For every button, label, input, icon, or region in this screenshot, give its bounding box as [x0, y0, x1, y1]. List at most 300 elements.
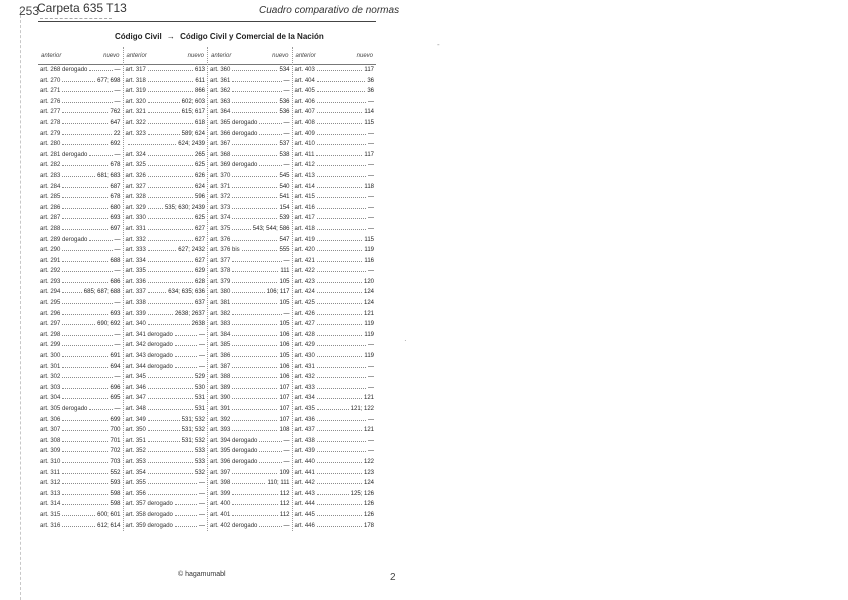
old-article: art. 376 [210, 236, 231, 243]
dotted-leader [62, 118, 108, 124]
table-row [208, 224, 292, 235]
table-row [208, 330, 292, 341]
dotted-leader [148, 129, 180, 135]
document-title: Cuadro comparativo de normas [259, 5, 400, 16]
left-margin-line [20, 10, 21, 600]
dotted-leader [62, 457, 108, 463]
old-article: art. 429 [294, 342, 315, 349]
table-row [293, 393, 377, 404]
old-article: art. 293 [40, 278, 61, 285]
old-article: art. 301 [40, 363, 61, 370]
old-article: art. 339 [125, 310, 146, 317]
table-row [38, 340, 123, 351]
table-row [38, 298, 123, 309]
dotted-leader [232, 372, 277, 378]
new-article: 531; 532 [181, 437, 205, 444]
new-article: 694 [110, 363, 121, 370]
table-column [123, 47, 208, 531]
column-header-old: anterior [295, 52, 316, 59]
old-article: art. 347 [125, 395, 146, 402]
table-row [208, 213, 292, 224]
old-article: art. 384 [210, 331, 231, 338]
old-article: art. 393 [210, 427, 231, 434]
table-row [124, 340, 208, 351]
dotted-leader [62, 107, 108, 113]
dotted-leader [232, 107, 277, 113]
new-article: 680 [110, 204, 121, 211]
new-article: — [368, 194, 374, 201]
dotted-leader [232, 266, 278, 272]
column-header [38, 47, 123, 65]
dotted-leader [62, 266, 112, 272]
table-row [38, 277, 123, 288]
dotted-leader [232, 330, 277, 336]
new-article: 627 [194, 257, 205, 264]
new-article: 124 [363, 300, 374, 307]
new-article: 105 [279, 300, 290, 307]
old-article: art. 432 [294, 374, 315, 381]
old-article: art. 397 [210, 469, 231, 476]
table-row [38, 330, 123, 341]
old-article: art. 423 [294, 278, 315, 285]
table-row [124, 351, 208, 362]
old-article: art. 424 [294, 289, 315, 296]
dotted-leader [232, 86, 281, 92]
old-article: art. 361 [210, 77, 231, 84]
new-article: — [368, 130, 374, 137]
old-article: art. 362 [210, 88, 231, 95]
table-row [124, 139, 208, 150]
dotted-leader [62, 521, 95, 527]
dotted-leader [148, 235, 193, 241]
table-row [124, 224, 208, 235]
table-row [124, 372, 208, 383]
dotted-leader [232, 298, 277, 304]
new-article: 627; 2432 [178, 247, 205, 254]
old-article: art. 268 derogado [40, 67, 88, 73]
new-article: 596 [194, 194, 205, 201]
old-article: art. 330 [125, 215, 146, 222]
new-article: — [199, 331, 205, 338]
dotted-leader [232, 213, 277, 219]
old-article: art. 323 [125, 130, 146, 137]
table-row [124, 150, 208, 161]
old-article: art. 438 [294, 437, 315, 444]
table-row [208, 351, 292, 362]
new-article: 531 [194, 406, 205, 412]
dotted-leader [232, 224, 250, 230]
table-row [293, 404, 377, 415]
new-article: 117 [364, 67, 374, 73]
page-number: 2 [390, 572, 396, 583]
scan-mark: · [404, 336, 407, 345]
dotted-leader [62, 160, 108, 166]
dotted-leader [62, 139, 108, 145]
new-article: 36 [367, 88, 374, 95]
new-article: 536 [279, 98, 290, 105]
new-article: 624 [194, 183, 205, 190]
old-article: art. 308 [40, 437, 61, 444]
new-article: — [114, 67, 121, 73]
old-article: art. 346 [125, 384, 146, 391]
new-article: 531; 532 [181, 416, 205, 423]
dotted-leader [259, 457, 281, 463]
table-row [293, 489, 377, 500]
table-row [293, 287, 377, 298]
dotted-leader [317, 319, 363, 325]
new-article: 552 [110, 469, 121, 476]
new-article: 695 [110, 395, 121, 402]
new-article: 677; 698 [97, 77, 121, 84]
table-row [208, 266, 292, 277]
dotted-leader [148, 65, 193, 71]
new-article: 647 [110, 119, 121, 126]
old-article: art. 436 [294, 416, 315, 423]
table-row [124, 182, 208, 193]
dotted-leader [62, 309, 108, 315]
dotted-leader [317, 425, 362, 431]
dotted-leader [317, 118, 363, 124]
old-article: art. 292 [40, 268, 61, 275]
new-article: — [283, 130, 290, 137]
table-row [38, 457, 123, 468]
table-row [293, 351, 377, 362]
dotted-leader [148, 266, 193, 272]
table-row [208, 372, 292, 383]
old-article: art. 433 [294, 384, 315, 391]
new-article: 530 [194, 384, 205, 391]
table-row [124, 499, 208, 510]
old-article: art. 342 derogado [125, 342, 173, 349]
new-article: 2638 [191, 321, 205, 328]
dotted-leader [62, 499, 108, 505]
new-article: 701 [110, 437, 121, 444]
new-article: — [114, 151, 121, 158]
table-row [38, 65, 123, 76]
table-row [38, 499, 123, 510]
new-article: 121; 122 [350, 406, 374, 412]
table-row [124, 362, 208, 373]
dotted-leader [148, 425, 180, 431]
table-row [38, 150, 123, 161]
new-article: 121 [363, 427, 374, 434]
dotted-leader [317, 489, 349, 495]
old-article: art. 380 [210, 289, 231, 296]
new-article: 537 [279, 141, 290, 148]
new-article: — [199, 353, 205, 360]
dotted-leader [62, 171, 95, 177]
dotted-leader [148, 277, 193, 283]
dotted-leader [148, 457, 193, 463]
old-article: art. 420 [294, 247, 315, 254]
old-article: art. 434 [294, 395, 315, 402]
new-article: 690; 692 [97, 321, 121, 328]
heading-old-code: Código Civil [115, 32, 162, 41]
old-article: art. 309 [40, 448, 61, 455]
old-article: art. 313 [40, 490, 61, 497]
new-article: 112 [279, 490, 290, 497]
dotted-leader [148, 76, 194, 82]
old-article: art. 446 [294, 522, 315, 529]
table-row [293, 340, 377, 351]
table-row [208, 457, 292, 468]
dotted-leader [148, 245, 176, 251]
table-row [208, 118, 292, 129]
old-article: art. 377 [210, 257, 231, 264]
dotted-leader [62, 319, 95, 325]
new-article: — [368, 448, 374, 455]
dotted-leader [232, 287, 264, 293]
new-article: 107 [279, 416, 290, 423]
old-article: art. 338 [125, 300, 146, 307]
new-article: 693 [110, 215, 121, 222]
old-article: art. 282 [40, 162, 61, 169]
dotted-leader [89, 150, 112, 156]
dotted-leader [148, 224, 193, 230]
table-row [208, 446, 292, 457]
dotted-leader [232, 499, 278, 505]
old-article: art. 368 [210, 151, 231, 158]
new-article: 688 [110, 257, 121, 264]
old-article: art. 445 [294, 511, 315, 518]
dotted-leader [317, 478, 362, 484]
table-row [124, 76, 208, 87]
dotted-leader [148, 383, 193, 389]
old-article: art. 396 derogado [210, 458, 258, 465]
old-article: art. 327 [125, 183, 146, 190]
table-row [124, 457, 208, 468]
new-article: 589; 624 [181, 130, 205, 137]
new-article: 265 [194, 151, 205, 158]
new-article: 126 [363, 501, 374, 508]
old-article: art. 400 [210, 501, 231, 508]
old-article: art. 324 [125, 151, 146, 158]
column-header-new: nuevo [103, 52, 120, 59]
dotted-leader [62, 425, 108, 431]
new-article: 629 [194, 268, 205, 275]
dotted-leader [317, 287, 362, 293]
old-article: art. 341 derogado [125, 331, 173, 338]
old-article: art. 317 [125, 67, 146, 73]
old-article: art. 389 [210, 384, 231, 391]
dotted-leader [148, 468, 193, 474]
dotted-leader [232, 203, 277, 209]
table-row [293, 457, 377, 468]
old-article: art. 439 [294, 448, 315, 455]
old-article: art. 302 [40, 374, 61, 381]
table-row [208, 319, 292, 330]
table-row [293, 118, 377, 129]
new-article: — [199, 363, 205, 370]
table-row [124, 171, 208, 182]
new-article: — [283, 88, 290, 95]
dotted-leader [62, 340, 112, 346]
new-article: 116 [364, 257, 374, 264]
dotted-leader [317, 383, 366, 389]
dotted-leader [317, 203, 366, 209]
folder-label: Carpeta 635 T13 [37, 1, 127, 15]
column-header-new: nuevo [356, 52, 373, 59]
old-article: art. 290 [40, 247, 61, 254]
column-header-new: nuevo [187, 52, 204, 59]
table-row [38, 256, 123, 267]
new-article: 628 [194, 278, 205, 285]
old-article: art. 278 [40, 119, 61, 126]
old-article: art. 334 [125, 257, 146, 264]
new-article: — [114, 98, 121, 105]
table-row [208, 425, 292, 436]
table-row [293, 86, 377, 97]
dotted-leader [148, 171, 193, 177]
table-row [124, 415, 208, 426]
dotted-leader [259, 129, 281, 135]
table-row [38, 478, 123, 489]
old-article: art. 270 [40, 77, 61, 84]
table-row [293, 150, 377, 161]
table-row [124, 277, 208, 288]
table-row [124, 118, 208, 129]
old-article: art. 295 [40, 300, 61, 307]
table-row [208, 171, 292, 182]
old-article: art. 376 bis [210, 247, 240, 254]
table-row [38, 351, 123, 362]
dotted-leader [317, 192, 366, 198]
new-article: 106; 117 [266, 289, 290, 296]
dotted-leader [317, 510, 362, 516]
dotted-leader [317, 277, 362, 283]
dotted-leader [317, 235, 363, 241]
new-article: 121 [363, 395, 374, 402]
table-row [208, 499, 292, 510]
new-article: 693 [110, 310, 121, 317]
table-row [208, 362, 292, 373]
dotted-leader [317, 107, 363, 113]
old-article: art. 373 [210, 204, 231, 211]
new-article: 107 [279, 406, 290, 412]
new-article: 602; 603 [181, 98, 205, 105]
old-article: art. 398 [210, 480, 231, 487]
dotted-leader [317, 160, 366, 166]
column-header-new: nuevo [272, 52, 289, 59]
old-article: art. 315 [40, 511, 61, 518]
old-article: art. 417 [294, 215, 315, 222]
old-article: art. 352 [125, 448, 146, 455]
old-article: art. 418 [294, 225, 315, 232]
old-article: art. 386 [210, 353, 231, 360]
dotted-leader [232, 489, 278, 495]
old-article: art. 428 [294, 331, 315, 338]
new-article: 624; 2439 [178, 141, 205, 148]
column-header [208, 47, 292, 65]
table-row [38, 192, 123, 203]
table-row [38, 245, 123, 256]
old-article: art. 360 [210, 67, 231, 73]
old-article: art. 353 [125, 458, 146, 465]
dotted-leader [89, 235, 112, 241]
old-article: art. 284 [40, 183, 61, 190]
new-article: 535; 630; 2439 [164, 204, 205, 211]
table-row [293, 309, 377, 320]
table-row [124, 298, 208, 309]
new-article: — [199, 490, 205, 497]
dotted-leader [232, 309, 281, 315]
new-article: — [114, 236, 121, 243]
old-article: art. 435 [294, 406, 315, 412]
old-article: art. 370 [210, 172, 231, 179]
table-row [38, 446, 123, 457]
new-article: 678 [110, 194, 121, 201]
new-article: 115 [364, 119, 374, 126]
table-row [38, 97, 123, 108]
dotted-leader [317, 213, 366, 219]
old-article: art. 286 [40, 204, 61, 211]
dotted-leader [148, 107, 180, 113]
dotted-leader [232, 171, 277, 177]
old-article: art. 280 [40, 141, 61, 148]
dotted-leader [259, 521, 281, 527]
old-article: art. 344 derogado [125, 363, 173, 370]
dotted-leader [232, 319, 277, 325]
old-article: art. 297 [40, 321, 61, 328]
table-row [293, 256, 377, 267]
old-article: art. 359 derogado [125, 522, 173, 529]
dotted-leader [148, 298, 193, 304]
new-article: 634; 635; 636 [168, 289, 205, 296]
table-row [38, 129, 123, 140]
dotted-leader [62, 86, 112, 92]
old-article: art. 350 [125, 427, 146, 434]
old-article: art. 444 [294, 501, 315, 508]
table-row [293, 203, 377, 214]
dotted-leader [232, 277, 277, 283]
dotted-leader [317, 65, 363, 71]
old-article: art. 412 [294, 162, 315, 169]
new-article: — [368, 172, 374, 179]
table-row [124, 436, 208, 447]
dotted-leader [317, 457, 362, 463]
dotted-leader [62, 224, 108, 230]
table-row [38, 510, 123, 521]
table-row [293, 192, 377, 203]
dotted-leader [317, 76, 365, 82]
table-row [38, 86, 123, 97]
old-article: art. 343 derogado [125, 353, 173, 360]
new-article: — [368, 437, 374, 444]
new-article: — [199, 522, 205, 529]
old-article: art. 296 [40, 310, 61, 317]
old-article: art. 366 derogado [210, 130, 258, 137]
table-row [293, 277, 377, 288]
table-row [208, 340, 292, 351]
dotted-leader [317, 351, 363, 357]
dotted-leader [148, 404, 193, 410]
table-row [208, 182, 292, 193]
new-article: 178 [363, 522, 374, 529]
new-article: 533 [194, 458, 205, 465]
dotted-leader [232, 192, 277, 198]
dotted-leader [317, 446, 366, 452]
new-article: — [283, 310, 290, 317]
new-article: 598 [110, 501, 121, 508]
new-article: 106 [279, 374, 290, 381]
table-row [124, 425, 208, 436]
new-article: 541 [279, 194, 290, 201]
table-row [38, 425, 123, 436]
old-article: art. 307 [40, 427, 61, 434]
new-article: 111 [280, 268, 290, 275]
dotted-leader [62, 446, 108, 452]
new-article: — [368, 204, 374, 211]
